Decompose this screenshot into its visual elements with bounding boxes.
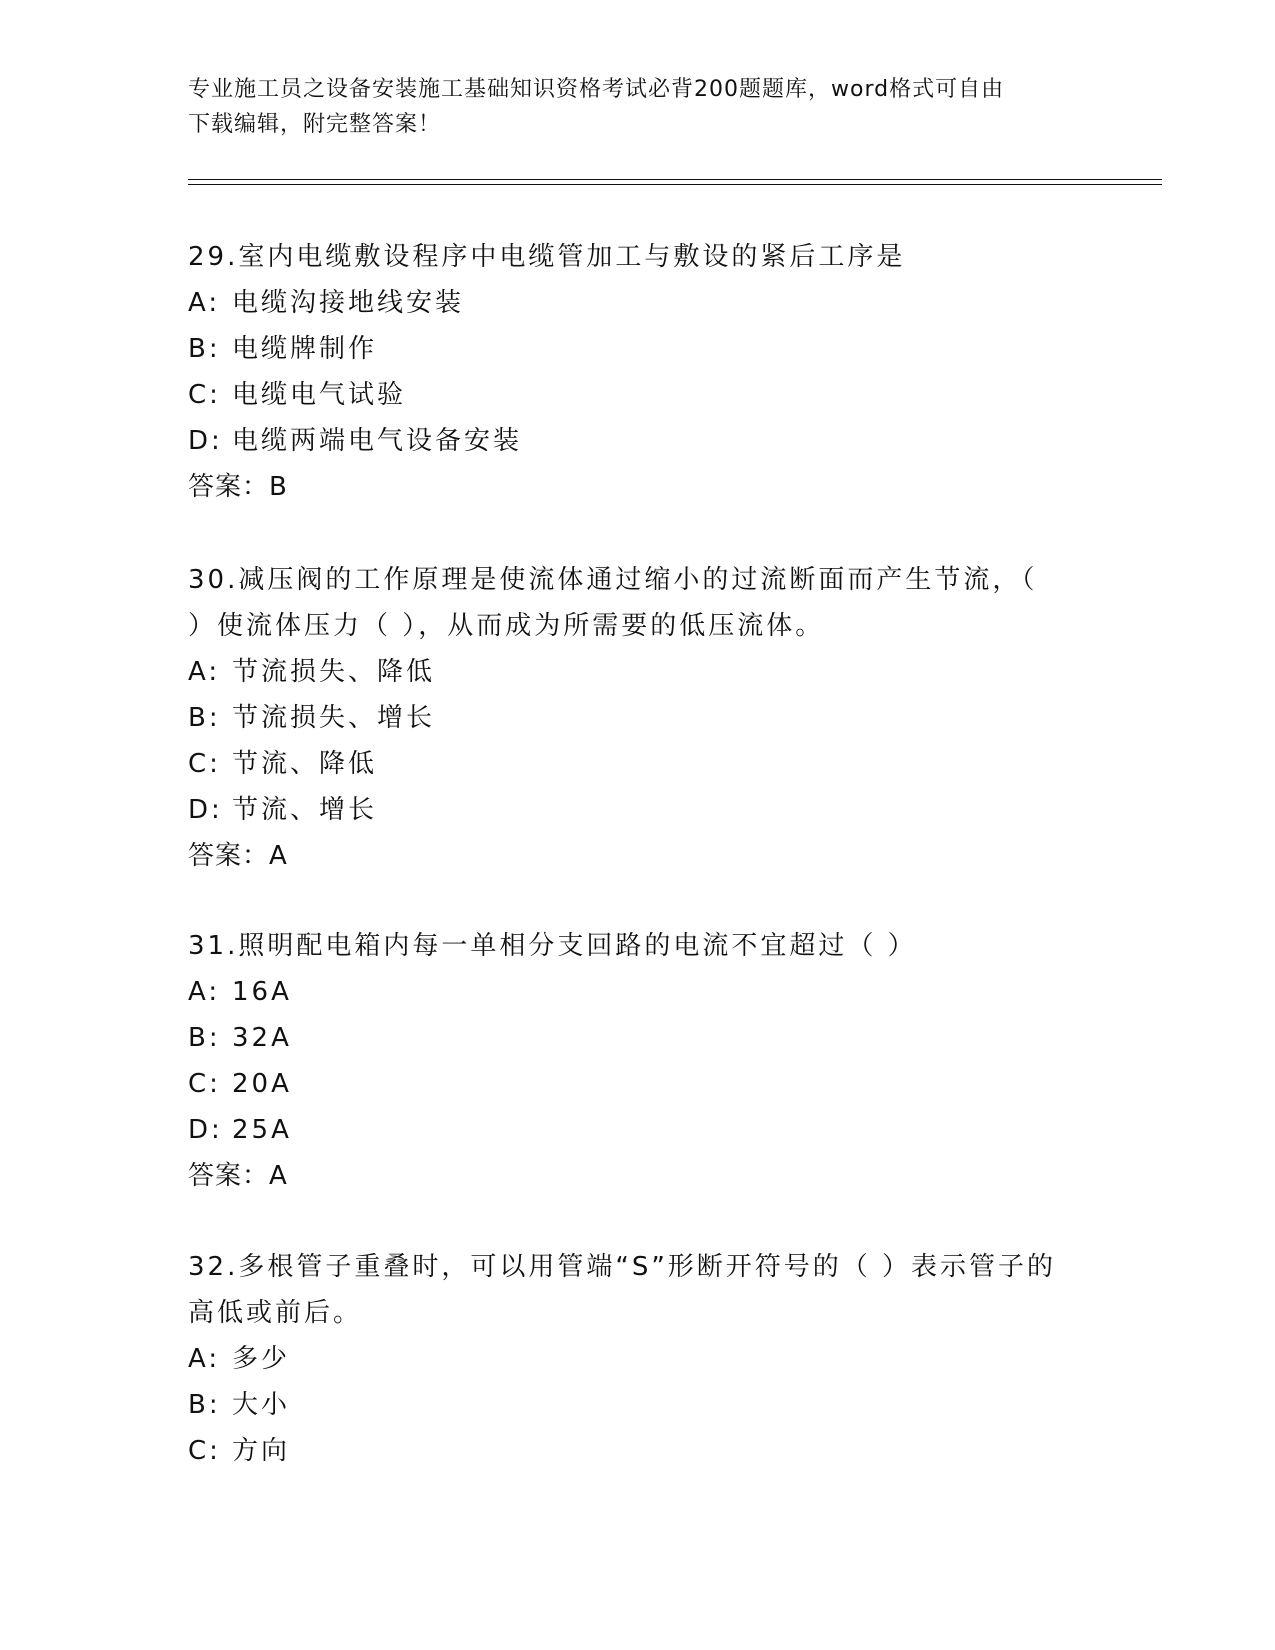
option-letter: C: (188, 380, 221, 410)
option-text: 多少 (232, 1344, 291, 1374)
option-letter: B: (188, 334, 221, 364)
question-stem-line-2: ）使流体压力（ ），从而成为所需要的低压流体。 (188, 611, 825, 641)
question-30 (188, 557, 1088, 879)
option-text: 节流损失、降低 (232, 657, 436, 687)
option-letter: C: (188, 1436, 221, 1466)
option-text: 电缆电气试验 (232, 380, 407, 410)
option-letter: A: (188, 1344, 221, 1374)
option-text: 节流、降低 (232, 749, 378, 779)
option-letter: B: (188, 1023, 221, 1053)
answer-line: 答案：A (188, 841, 288, 871)
answer-line: 答案：B (188, 472, 288, 502)
option-d (188, 1107, 1088, 1153)
question-32 (188, 1244, 1088, 1474)
question-29 (188, 234, 1088, 510)
option-text: 节流、增长 (232, 795, 378, 825)
option-b (188, 695, 1088, 741)
option-text: 节流损失、增长 (232, 703, 436, 733)
option-letter: B: (188, 703, 221, 733)
header-line-1: 专业施工员之设备安装施工基础知识资格考试必背200题题库，word格式可自由 (188, 77, 1005, 102)
option-d (188, 418, 1088, 464)
option-letter: D: (188, 426, 223, 456)
option-a (188, 1336, 1088, 1382)
option-d (188, 787, 1088, 833)
option-text: 方向 (232, 1436, 291, 1466)
option-text: 25A (232, 1115, 292, 1145)
option-c (188, 741, 1088, 787)
option-text: 大小 (232, 1390, 291, 1420)
option-text: 电缆两端电气设备安装 (232, 426, 523, 456)
question-stem: 29.室内电缆敷设程序中电缆管加工与敷设的紧后工序是 (188, 242, 906, 272)
document-header (188, 72, 1068, 142)
question-stem-line-1: 30.减压阀的工作原理是使流体通过缩小的过流断面而产生节流，（ (188, 565, 1038, 595)
question-stem-line-1: 32.多根管子重叠时，可以用管端“S”形断开符号的（ ）表示管子的 (188, 1252, 1057, 1282)
option-b (188, 326, 1088, 372)
option-b (188, 1382, 1088, 1428)
option-a (188, 280, 1088, 326)
option-c (188, 1061, 1088, 1107)
option-text: 32A (232, 1023, 292, 1053)
question-31 (188, 923, 1088, 1199)
option-letter: D: (188, 795, 223, 825)
header-divider-top (188, 179, 1162, 180)
answer-line: 答案：A (188, 1161, 288, 1191)
option-letter: A: (188, 657, 221, 687)
header-divider-bottom (188, 184, 1162, 185)
question-stem: 31.照明配电箱内每一单相分支回路的电流不宜超过（ ） (188, 931, 917, 961)
option-text: 电缆沟接地线安装 (232, 288, 465, 318)
header-line-2: 下载编辑，附完整答案！ (188, 112, 442, 137)
option-letter: A: (188, 288, 221, 318)
question-stem-line-2: 高低或前后。 (188, 1298, 363, 1328)
option-c (188, 1428, 1088, 1474)
option-letter: C: (188, 1069, 221, 1099)
option-b (188, 1015, 1088, 1061)
option-letter: B: (188, 1390, 221, 1420)
option-text: 20A (232, 1069, 292, 1099)
option-letter: D: (188, 1115, 223, 1145)
option-text: 16A (232, 977, 292, 1007)
option-a (188, 969, 1088, 1015)
option-a (188, 649, 1088, 695)
option-text: 电缆牌制作 (232, 334, 378, 364)
option-letter: C: (188, 749, 221, 779)
option-c (188, 372, 1088, 418)
option-letter: A: (188, 977, 221, 1007)
